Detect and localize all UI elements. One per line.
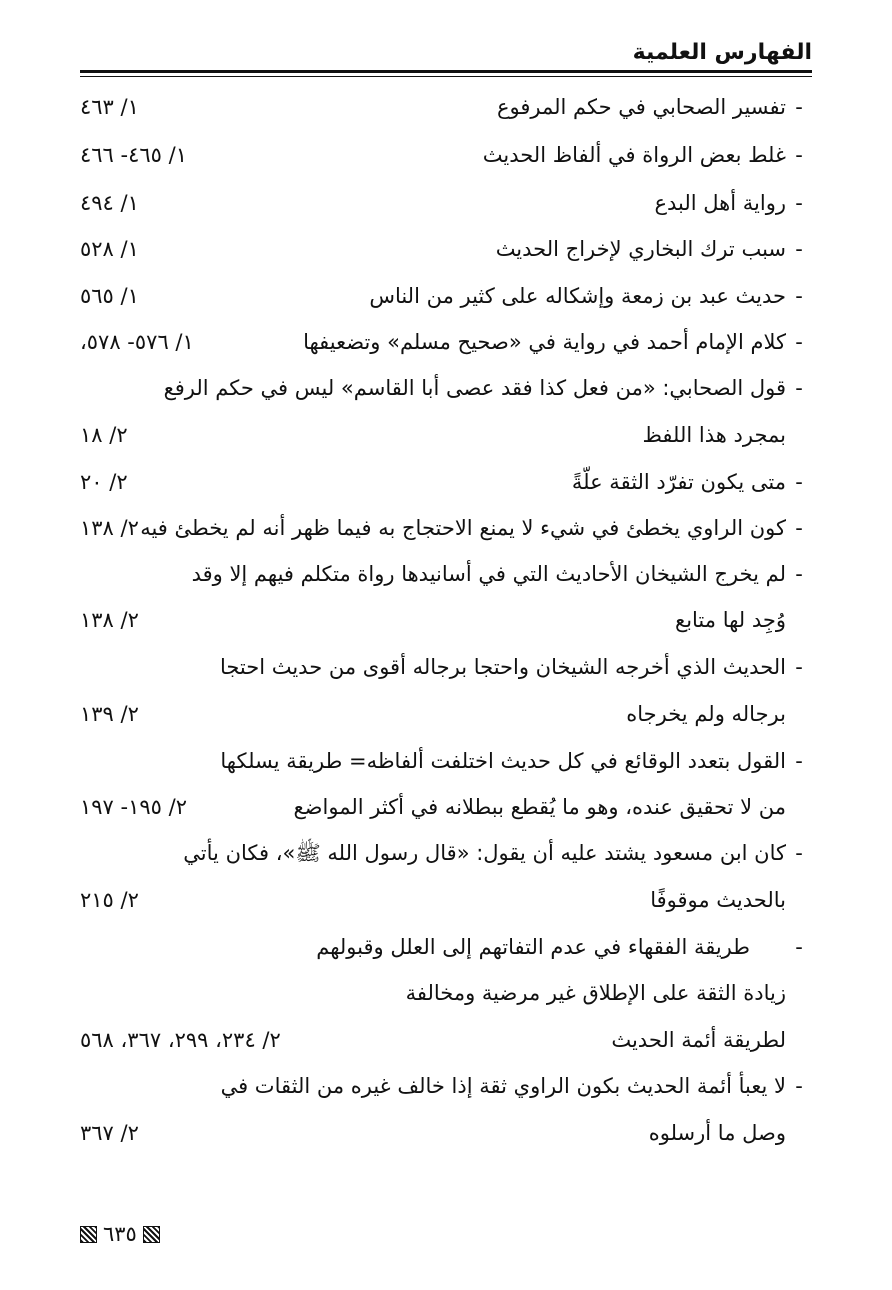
entry-text: لطريقة أئمة الحديث (611, 1028, 786, 1052)
index-line (80, 741, 812, 781)
ornament-icon (143, 1226, 160, 1243)
index-line (80, 508, 812, 548)
index-line (80, 462, 812, 502)
entry-text: قول الصحابي: «من فعل كذا فقد عصى أبا القاسم» ليس في حكم الرفع (163, 376, 786, 400)
entry-page-ref: ١/ ٤٩٤ (80, 191, 139, 215)
entry-dash: - (795, 95, 803, 119)
index-line (80, 1066, 812, 1106)
entry-page-ref: ٢/ ٣٦٧ (80, 1121, 139, 1145)
entry-text: لم يخرج الشيخان الأحاديث التي في أسانيدها رواة متكلم فيهم إلا وقد (191, 562, 786, 586)
entry-text: برجاله ولم يخرجاه (626, 702, 786, 726)
entry-text: تفسير الصحابي في حكم المرفوع (496, 95, 786, 119)
entry-text: حديث عبد بن زمعة وإشكاله على كثير من الناس (369, 284, 786, 308)
entry-dash: - (795, 562, 803, 586)
entry-page-ref: ١/ ٥٢٨ (80, 237, 139, 261)
index-line (80, 973, 812, 1013)
entry-dash: - (795, 935, 803, 959)
entry-dash: - (795, 470, 803, 494)
entry-page-ref: ٢/ ٢١٥ (80, 888, 139, 912)
header-rule-thick (80, 70, 812, 73)
index-line (80, 600, 812, 640)
entry-text: وُجِد لها متابع (675, 608, 786, 632)
index-line (80, 647, 812, 687)
entry-text: وصل ما أرسلوه (648, 1121, 786, 1145)
entry-page-ref: ١/ ٤٦٣ (80, 95, 139, 119)
entry-text: زيادة الثقة على الإطلاق غير مرضية ومخالفة (405, 981, 786, 1005)
index-line (80, 135, 812, 175)
entry-dash: - (795, 1074, 803, 1098)
index-line (80, 554, 812, 594)
header-rule-thin (80, 76, 812, 77)
entry-dash: - (795, 376, 803, 400)
entry-page-ref: ٢/ ٢٠ (80, 470, 128, 494)
entry-text: بالحديث موقوفًا (650, 888, 786, 912)
entry-text: سبب ترك البخاري لإخراج الحديث (495, 237, 786, 261)
entry-dash: - (795, 655, 803, 679)
entry-dash: - (795, 191, 803, 215)
index-line (80, 833, 812, 873)
index-line (80, 276, 812, 316)
entry-dash: - (795, 143, 803, 167)
page-number: ٦٣٥ (103, 1222, 137, 1246)
index-line (80, 229, 812, 269)
index-line (80, 322, 812, 362)
entry-text: غلط بعض الرواة في ألفاظ الحديث (482, 143, 786, 167)
entry-text: كلام الإمام أحمد في رواية في «صحيح مسلم» وتضعيفها (303, 330, 786, 354)
entry-text: كون الراوي يخطئ في شيء لا يمنع الاحتجاج به فيما ظهر أنه لم يخطئ فيه (140, 516, 786, 540)
index-line (80, 368, 812, 408)
index-line (80, 415, 812, 455)
index-line (80, 787, 812, 827)
entry-page-ref: ٢/ ١٣٨ (80, 608, 139, 632)
entry-text: رواية أهل البدع (654, 191, 786, 215)
entry-page-ref: ١/ ٥٦٥ (80, 284, 139, 308)
index-line (80, 1020, 812, 1060)
page-footer (80, 1222, 160, 1246)
entry-page-ref: ٢/ ٢٣٤، ٢٩٩، ٣٦٧، ٥٦٨ (80, 1028, 281, 1052)
entry-text: طريقة الفقهاء في عدم التفاتهم إلى العلل وقبولهم (316, 935, 750, 959)
entry-page-ref: ٢/ ١٨ (80, 423, 128, 447)
entry-text: القول بتعدد الوقائع في كل حديث اختلفت ألفاظه= طريقة يسلكها (220, 749, 786, 773)
entry-page-ref: ١/ ٤٦٥- ٤٦٦ (80, 143, 187, 167)
entry-dash: - (795, 841, 803, 865)
index-line (80, 87, 812, 127)
entry-text: من لا تحقيق عنده، وهو ما يُقطع ببطلانه في أكثر المواضع (293, 795, 786, 819)
index-line (80, 927, 812, 967)
index-line (80, 880, 812, 920)
entry-page-ref: ٢/ ١٣٩ (80, 702, 139, 726)
entry-dash: - (795, 330, 803, 354)
entry-text: متى يكون تفرّد الثقة علّةً (571, 470, 786, 494)
ornament-icon (80, 1226, 97, 1243)
entry-text: كان ابن مسعود يشتد عليه أن يقول: «قال رسول الله ﷺ»، فكان يأتي (183, 841, 786, 865)
entry-dash: - (795, 749, 803, 773)
index-line (80, 183, 812, 223)
page-header-title: الفهارس العلمية (632, 40, 812, 65)
entry-page-ref: ١/ ٥٧٦- ٥٧٨، (80, 330, 194, 354)
index-line (80, 694, 812, 734)
entry-dash: - (795, 284, 803, 308)
entry-text: لا يعبأ أئمة الحديث بكون الراوي ثقة إذا خالف غيره من الثقات في (220, 1074, 786, 1098)
entry-dash: - (795, 237, 803, 261)
entry-text: الحديث الذي أخرجه الشيخان واحتجا برجاله أقوى من حديث احتجا (219, 655, 786, 679)
index-line (80, 1113, 812, 1153)
entry-page-ref: ٢/ ١٣٨ (80, 516, 139, 540)
entry-text: بمجرد هذا اللفظ (642, 423, 786, 447)
entry-page-ref: ٢/ ١٩٥- ١٩٧ (80, 795, 187, 819)
entry-dash: - (795, 516, 803, 540)
